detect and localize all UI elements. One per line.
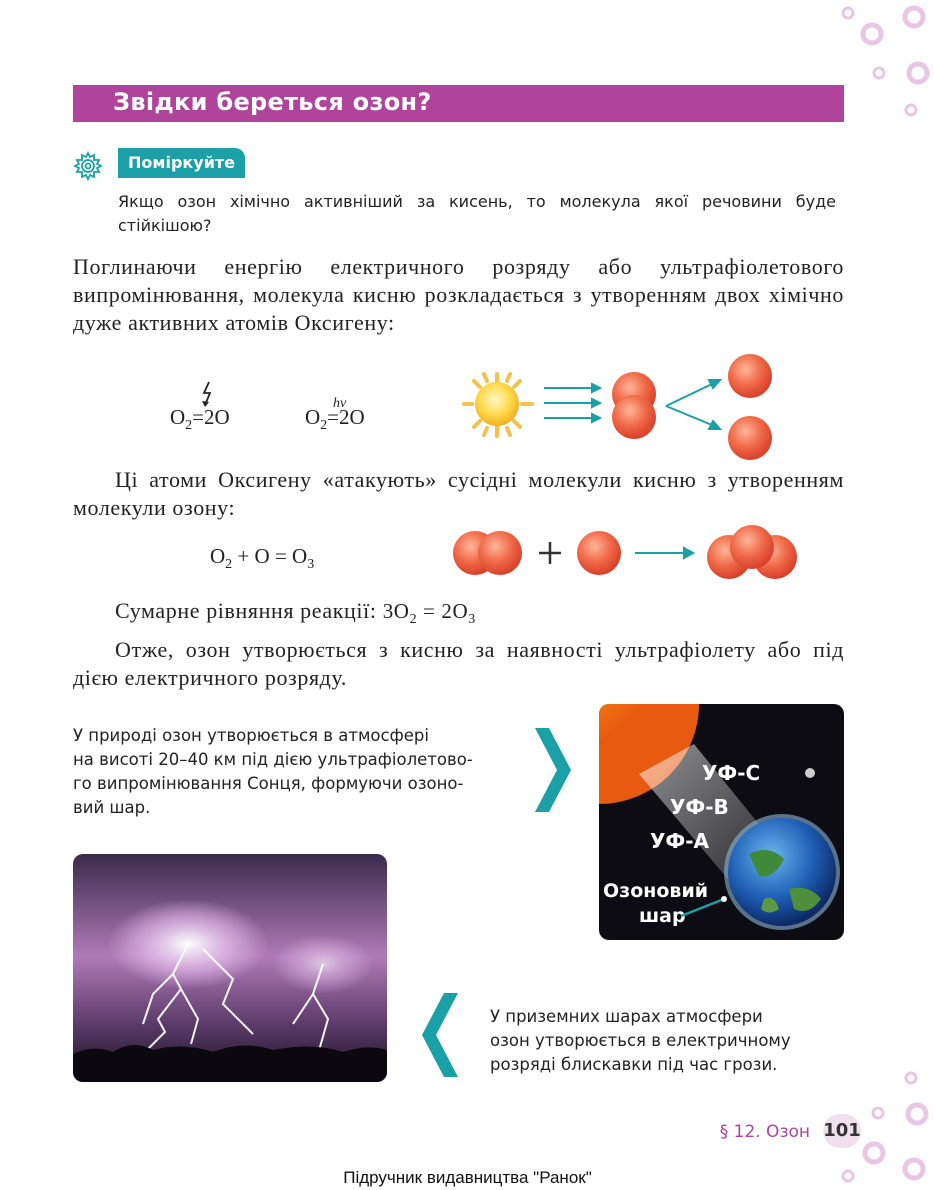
chevron-left-icon (420, 993, 460, 1077)
think-label: Поміркуйте (118, 148, 245, 178)
hv-symbol: hν (333, 396, 347, 411)
page-number: 101 (823, 1114, 861, 1148)
lightning-storm-image (73, 854, 387, 1082)
formula-total: $3O_2 = 2O_3$ (382, 599, 476, 628)
section-title: Звідки береться озон? (113, 88, 432, 116)
storm-text: У приземних шарах атмосфери озон утворюється в електричному розряді блискавки під час грози. (490, 1007, 791, 1074)
formula-ozone-formation: $O_2 + O = O_3$ (210, 544, 315, 573)
ozone-layer-image (599, 704, 844, 940)
uvc-label: УФ-С (702, 761, 761, 785)
uv-arrows (544, 384, 600, 422)
ozone-formation-diagram (445, 525, 805, 585)
o-atom-2 (728, 416, 772, 460)
o2-atom-bottom (612, 395, 656, 439)
publisher-note: Підручник видавництва "Ранок" (343, 1168, 592, 1187)
footer-section: § 12. Озон (719, 1122, 810, 1142)
section-title-bar (73, 85, 844, 122)
ozone-label-1: Озоновий (603, 880, 709, 902)
paragraph-3: Сумарне рівняння реакції: $3O_2 = 2O_3$ (115, 598, 476, 628)
think-question: Якщо озон хімічно активніший за кисень, то молекула якої речовини буде стійкішою? (118, 192, 836, 235)
sun-dissociation-diagram (450, 350, 780, 462)
gear-icon (72, 150, 104, 182)
sun-icon (464, 374, 532, 436)
ozone-label-2: шар (639, 905, 686, 927)
uvb-label: УФ-В (670, 795, 729, 819)
split-arrows (666, 380, 720, 429)
paragraph-4: Отже, озон утворюється з кисню за наявності ультрафіолету або під дією електричного розряду. (73, 637, 844, 690)
chevron-right-icon (533, 728, 573, 812)
decor-circles-top (830, 0, 935, 125)
lightning-icon (200, 381, 216, 409)
uva-label: УФ-А (650, 829, 710, 853)
formula-lightning: $O_2=2O$ (170, 405, 230, 434)
nature-text: У природі озон утворюється в атмосфері на висоті 20–40 км під дією ультрафіолетово- го випромінювання Сонця, формуючи озоно- вий шар. (73, 726, 473, 817)
o-atom-1 (728, 354, 772, 398)
paragraph-1: Поглинаючи енергію електричного розряду або ультрафіолетового випромінювання, молекула кисню розкладається з утворенням двох хімічно дуже активних атомів Оксигену: (73, 254, 844, 335)
formula-photolysis: $O_2=2O$ (305, 405, 365, 434)
paragraph-2: Ці атоми Оксигену «атакують» сусідні молекули кисню з утворенням молекули озону: (73, 467, 844, 520)
